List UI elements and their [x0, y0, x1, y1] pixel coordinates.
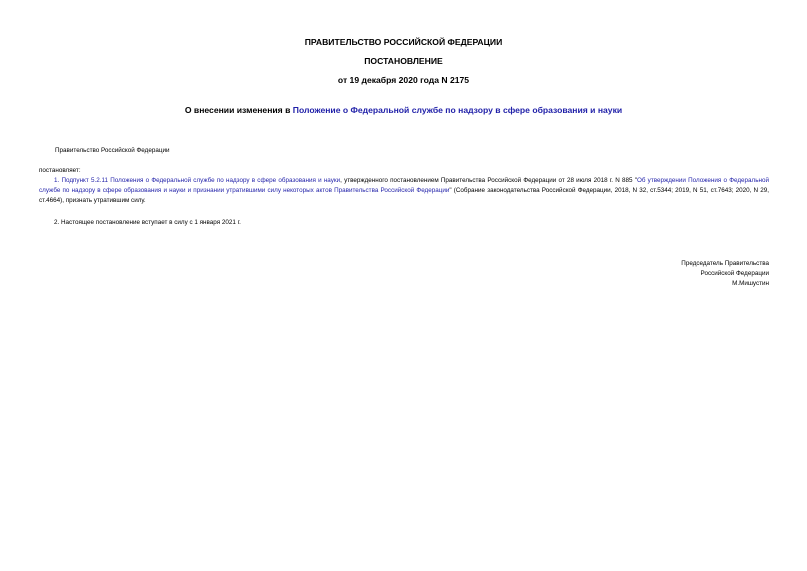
paragraph-2: 2. Настоящее постановление вступает в силу с 1 января 2021 г.	[54, 219, 241, 226]
signature-title: Председатель Правительства	[681, 260, 769, 267]
document-title	[0, 105, 807, 116]
para1-link-resolution[interactable]: Об утверждении Положения о Федеральной службе по надзору в сфере образования и науки и признании утратившими силу некоторых актов Правительства Российской Федерации	[39, 177, 769, 194]
government-line: Правительство Российской Федерации	[55, 147, 170, 154]
signature-name: М.Мишустин	[732, 280, 769, 287]
title-prefix: О внесении изменения в	[184, 105, 293, 115]
resolves-line: постановляет:	[39, 167, 81, 174]
para1-text-2: " (Собрание законодательства Российской Федерации, 2018, N 32, ст.5344; 2019, N 51, ст.7643; 2020, N 29, ст.4664), признать утратившим силу.	[39, 187, 769, 204]
para1-text-1: , утвержденного постановлением Правительства Российской Федерации от 28 июля 2018 г. N 885 "	[340, 177, 637, 184]
para1-link-subclause[interactable]: 1. Подпункт 5.2.11 Положения о Федеральной службе по надзору в сфере образования и науки	[54, 177, 341, 184]
title-link[interactable]: Положение о Федеральной службе по надзору в сфере образования и науки	[292, 105, 623, 115]
header-doc-type: ПОСТАНОВЛЕНИЕ	[364, 56, 443, 66]
header-government: ПРАВИТЕЛЬСТВО РОССИЙСКОЙ ФЕДЕРАЦИИ	[304, 37, 503, 47]
header-date-number: от 19 декабря 2020 года N 2175	[337, 75, 470, 85]
signature-org: Российской Федерации	[700, 270, 769, 277]
paragraph-1	[39, 176, 769, 206]
